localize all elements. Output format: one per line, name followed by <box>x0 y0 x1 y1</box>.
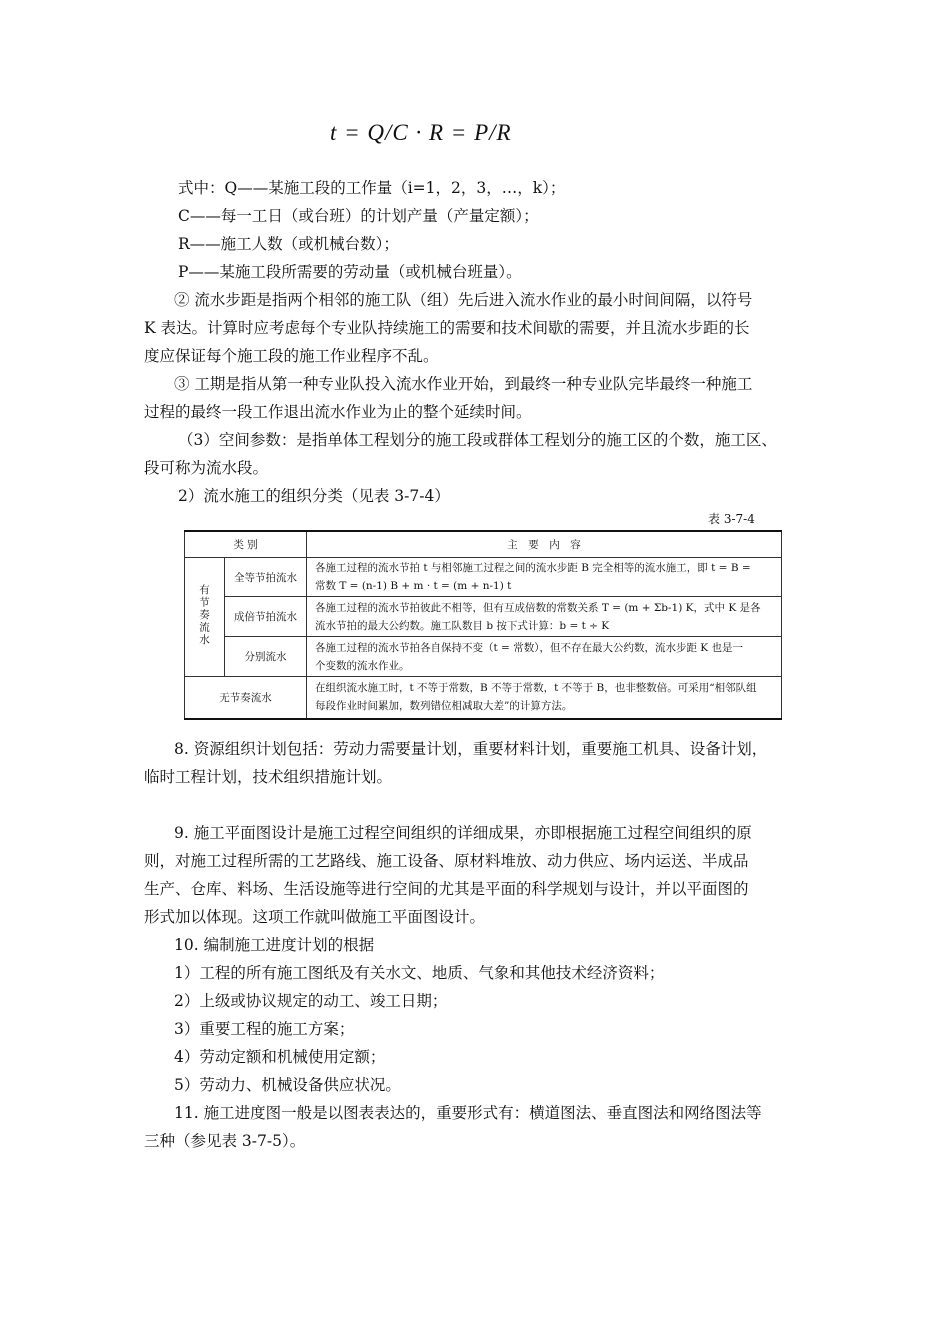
text-line: （3）空间参数：是指单体工程划分的施工段或群体工程划分的施工区的个数，施工区、 <box>178 431 777 449</box>
category-cell: 全等节拍流水 <box>225 558 307 597</box>
text-line: K 表达。计算时应考虑每个专业队持续施工的需要和技术间歇的需要，并且流水步距的长 <box>144 319 750 337</box>
text-line: 2）上级或协议规定的动工、竣工日期； <box>174 992 448 1010</box>
text-line: C——每一工日（或台班）的计划产量（产量定额）； <box>178 207 539 225</box>
category-cell: 无节奏流水 <box>185 677 307 719</box>
text-line: 三种（参见表 3-7-5）。 <box>144 1132 306 1150</box>
text-line: 过程的最终一段工作退出流水作业为止的整个延续时间。 <box>144 403 532 421</box>
table-caption: 表 3-7-4 <box>708 512 755 526</box>
text-line: 8. 资源组织计划包括：劳动力需要量计划，重要材料计划，重要施工机具、设备计划， <box>174 740 768 758</box>
text-line: 1）工程的所有施工图纸及有关水文、地质、气象和其他技术经济资料； <box>174 964 665 982</box>
text-line: P——某施工段所需要的劳动量（或机械台班量）。 <box>178 263 522 281</box>
content-line: 各施工过程的流水节拍 t 与相邻施工过程之间的流水步距 B 完全相等的流水施工，即 t = B = <box>315 562 751 574</box>
text-line: 临时工程计划，技术组织措施计划。 <box>144 768 393 786</box>
text-line: 2）流水施工的组织分类（见表 3-7-4） <box>178 487 450 505</box>
content-cell <box>307 558 782 597</box>
content-line: 常数 T = (n-1) B + m · t = (m + n-1) t <box>315 580 512 592</box>
text-line: 3）重要工程的施工方案； <box>174 1020 355 1038</box>
category-cell: 成倍节拍流水 <box>225 597 307 637</box>
text-line: 11. 施工进度图一般是以图表表达的，重要形式有：横道图法、垂直图法和网络图法等 <box>174 1104 762 1122</box>
text-line: ② 流水步距是指两个相邻的施工队（组）先后进入流水作业的最小时间间隔，以符号 <box>174 291 753 309</box>
formula: t = Q/C · R = P/R <box>330 120 512 145</box>
content-line: 在组织流水施工时，t 不等于常数，B 不等于常数，t 不等于 B，也非整数倍。可采用“相邻队组 <box>315 682 757 695</box>
text-line: ③ 工期是指从第一种专业队投入流水作业开始，到最终一种专业队完毕最终一种施工 <box>174 375 753 393</box>
text-line: 段可称为流水段。 <box>144 459 269 477</box>
category-cell: 分别流水 <box>225 637 307 677</box>
text-line: 5）劳动力、机械设备供应状况。 <box>174 1076 401 1094</box>
flow-construction-table <box>184 530 782 720</box>
content-line: 各施工过程的流水节拍彼此不相等，但有互成倍数的常数关系 T = (m + Σb-1) K，式中 K 是各 <box>315 601 761 614</box>
header-content: 主 要 内 容 <box>307 531 782 558</box>
text-line: 式中：Q——某施工段的工作量（i=1，2，3，…，k）； <box>178 179 566 197</box>
content-cell <box>307 597 782 637</box>
content-cell <box>307 677 782 719</box>
content-cell <box>307 637 782 677</box>
content-line: 每段作业时间累加，数列错位相减取大差”的计算方法。 <box>315 700 573 713</box>
text-line: 则，对施工过程所需的工艺路线、施工设备、原材料堆放、动力供应、场内运送、半成品 <box>144 852 749 870</box>
group-label-cell <box>185 558 225 677</box>
content-line: 个变数的流水作业。 <box>315 659 410 672</box>
text-line: 生产、仓库、料场、生活设施等进行空间的尤其是平面的科学规划与设计，并以平面图的 <box>144 880 749 898</box>
text-line: 4）劳动定额和机械使用定额； <box>174 1048 386 1066</box>
text-line: 度应保证每个施工段的施工作业程序不乱。 <box>144 347 439 365</box>
content-line: 流水节拍的最大公约数。施工队数目 b 按下式计算：b = t ÷ K <box>315 619 610 632</box>
text-line: R——施工人数（或机械台数）； <box>178 235 399 253</box>
content-line: 各施工过程的流水节拍各自保持不变（t = 常数），但不存在最大公约数，流水步距 K 也是一 <box>315 641 743 654</box>
text-line: 10. 编制施工进度计划的根据 <box>174 936 375 954</box>
text-line: 形式加以体现。这项工作就叫做施工平面图设计。 <box>144 908 486 926</box>
group-label: 有节奏流水 <box>198 584 210 647</box>
text-line: 9. 施工平面图设计是施工过程空间组织的详细成果，亦即根据施工过程空间组织的原 <box>174 824 752 842</box>
header-category: 类 别 <box>185 531 307 558</box>
